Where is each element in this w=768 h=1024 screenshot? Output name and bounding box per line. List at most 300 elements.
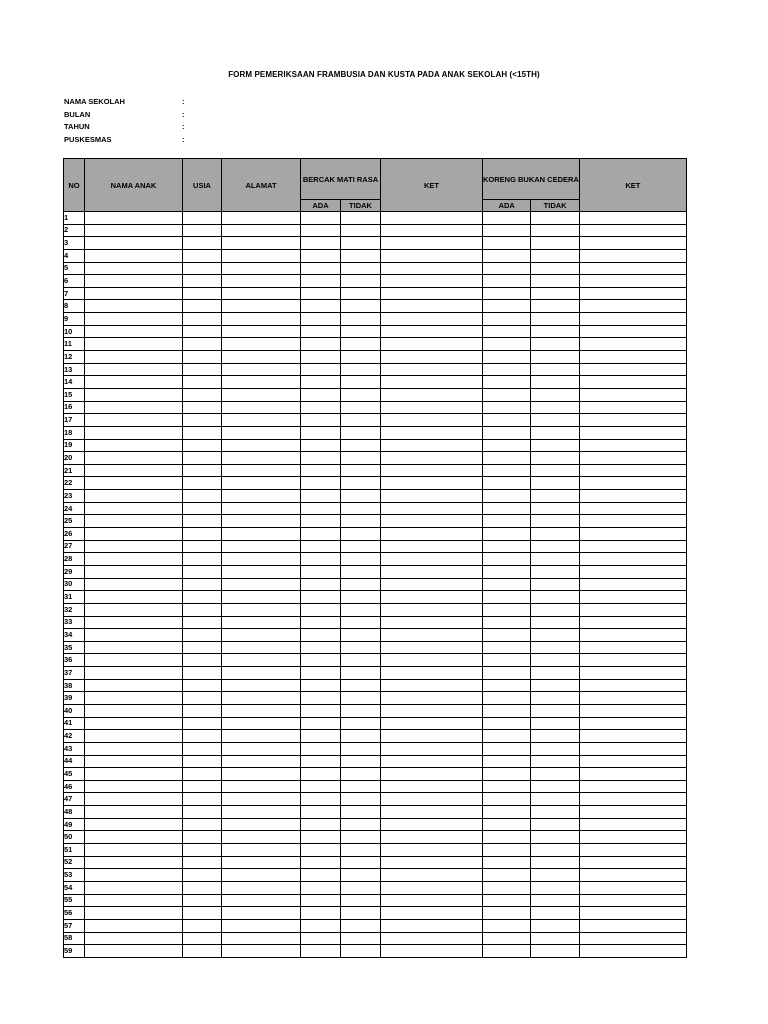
koreng-ada-cell[interactable] [483,502,531,515]
bercak-tidak-cell[interactable] [341,578,381,591]
bercak-tidak-cell[interactable] [341,806,381,819]
nama-anak-cell[interactable] [85,477,183,490]
koreng-ada-cell[interactable] [483,881,531,894]
ket-cell[interactable] [381,578,483,591]
koreng-tidak-cell[interactable] [531,894,579,907]
alamat-cell[interactable] [222,717,301,730]
ket-cell[interactable] [381,591,483,604]
nama-anak-cell[interactable] [85,616,183,629]
bercak-tidak-cell[interactable] [341,818,381,831]
nama-anak-cell[interactable] [85,641,183,654]
nama-anak-cell[interactable] [85,287,183,300]
koreng-ada-cell[interactable] [483,856,531,869]
bercak-tidak-cell[interactable] [341,325,381,338]
ket-cell[interactable] [381,502,483,515]
nama-anak-cell[interactable] [85,591,183,604]
koreng-ada-cell[interactable] [483,363,531,376]
bercak-tidak-cell[interactable] [341,616,381,629]
nama-anak-cell[interactable] [85,426,183,439]
ket-2-cell[interactable] [579,477,686,490]
bercak-tidak-cell[interactable] [341,919,381,932]
koreng-tidak-cell[interactable] [531,945,579,958]
koreng-ada-cell[interactable] [483,212,531,225]
nama-anak-cell[interactable] [85,932,183,945]
bercak-ada-cell[interactable] [301,894,341,907]
alamat-cell[interactable] [222,388,301,401]
koreng-ada-cell[interactable] [483,325,531,338]
ket-cell[interactable] [381,401,483,414]
usia-cell[interactable] [183,249,222,262]
koreng-tidak-cell[interactable] [531,667,579,680]
bercak-tidak-cell[interactable] [341,881,381,894]
koreng-tidak-cell[interactable] [531,351,579,364]
usia-cell[interactable] [183,275,222,288]
bercak-ada-cell[interactable] [301,490,341,503]
bercak-tidak-cell[interactable] [341,439,381,452]
alamat-cell[interactable] [222,414,301,427]
nama-anak-cell[interactable] [85,540,183,553]
usia-cell[interactable] [183,363,222,376]
ket-cell[interactable] [381,477,483,490]
usia-cell[interactable] [183,654,222,667]
usia-cell[interactable] [183,881,222,894]
koreng-ada-cell[interactable] [483,224,531,237]
alamat-cell[interactable] [222,768,301,781]
alamat-cell[interactable] [222,490,301,503]
ket-2-cell[interactable] [579,742,686,755]
usia-cell[interactable] [183,452,222,465]
koreng-tidak-cell[interactable] [531,502,579,515]
koreng-tidak-cell[interactable] [531,540,579,553]
usia-cell[interactable] [183,578,222,591]
ket-2-cell[interactable] [579,388,686,401]
bercak-ada-cell[interactable] [301,212,341,225]
bercak-tidak-cell[interactable] [341,338,381,351]
bercak-tidak-cell[interactable] [341,780,381,793]
usia-cell[interactable] [183,768,222,781]
koreng-tidak-cell[interactable] [531,363,579,376]
alamat-cell[interactable] [222,780,301,793]
koreng-ada-cell[interactable] [483,414,531,427]
koreng-tidak-cell[interactable] [531,249,579,262]
usia-cell[interactable] [183,502,222,515]
bercak-tidak-cell[interactable] [341,755,381,768]
bercak-ada-cell[interactable] [301,502,341,515]
koreng-ada-cell[interactable] [483,780,531,793]
bercak-ada-cell[interactable] [301,667,341,680]
ket-cell[interactable] [381,869,483,882]
ket-2-cell[interactable] [579,426,686,439]
alamat-cell[interactable] [222,844,301,857]
alamat-cell[interactable] [222,300,301,313]
alamat-cell[interactable] [222,629,301,642]
bercak-ada-cell[interactable] [301,692,341,705]
usia-cell[interactable] [183,540,222,553]
bercak-ada-cell[interactable] [301,275,341,288]
alamat-cell[interactable] [222,869,301,882]
ket-cell[interactable] [381,603,483,616]
usia-cell[interactable] [183,388,222,401]
alamat-cell[interactable] [222,755,301,768]
usia-cell[interactable] [183,616,222,629]
koreng-ada-cell[interactable] [483,831,531,844]
ket-2-cell[interactable] [579,490,686,503]
alamat-cell[interactable] [222,704,301,717]
alamat-cell[interactable] [222,881,301,894]
koreng-tidak-cell[interactable] [531,528,579,541]
nama-anak-cell[interactable] [85,869,183,882]
ket-2-cell[interactable] [579,603,686,616]
bercak-tidak-cell[interactable] [341,667,381,680]
alamat-cell[interactable] [222,553,301,566]
alamat-cell[interactable] [222,730,301,743]
nama-anak-cell[interactable] [85,780,183,793]
alamat-cell[interactable] [222,275,301,288]
bercak-ada-cell[interactable] [301,477,341,490]
ket-2-cell[interactable] [579,919,686,932]
ket-2-cell[interactable] [579,224,686,237]
alamat-cell[interactable] [222,224,301,237]
bercak-ada-cell[interactable] [301,565,341,578]
ket-cell[interactable] [381,249,483,262]
koreng-tidak-cell[interactable] [531,553,579,566]
bercak-tidak-cell[interactable] [341,730,381,743]
usia-cell[interactable] [183,401,222,414]
ket-2-cell[interactable] [579,452,686,465]
usia-cell[interactable] [183,325,222,338]
ket-2-cell[interactable] [579,338,686,351]
koreng-ada-cell[interactable] [483,338,531,351]
bercak-tidak-cell[interactable] [341,603,381,616]
usia-cell[interactable] [183,793,222,806]
bercak-ada-cell[interactable] [301,313,341,326]
usia-cell[interactable] [183,565,222,578]
usia-cell[interactable] [183,780,222,793]
bercak-tidak-cell[interactable] [341,376,381,389]
nama-anak-cell[interactable] [85,401,183,414]
koreng-tidak-cell[interactable] [531,414,579,427]
ket-2-cell[interactable] [579,464,686,477]
nama-anak-cell[interactable] [85,881,183,894]
bercak-tidak-cell[interactable] [341,907,381,920]
bercak-ada-cell[interactable] [301,224,341,237]
ket-cell[interactable] [381,262,483,275]
ket-cell[interactable] [381,237,483,250]
nama-anak-cell[interactable] [85,717,183,730]
ket-2-cell[interactable] [579,806,686,819]
bercak-tidak-cell[interactable] [341,629,381,642]
usia-cell[interactable] [183,376,222,389]
koreng-tidak-cell[interactable] [531,477,579,490]
alamat-cell[interactable] [222,351,301,364]
usia-cell[interactable] [183,755,222,768]
nama-anak-cell[interactable] [85,439,183,452]
ket-cell[interactable] [381,768,483,781]
ket-2-cell[interactable] [579,237,686,250]
ket-cell[interactable] [381,325,483,338]
bercak-tidak-cell[interactable] [341,844,381,857]
bercak-ada-cell[interactable] [301,376,341,389]
ket-cell[interactable] [381,742,483,755]
ket-2-cell[interactable] [579,616,686,629]
alamat-cell[interactable] [222,616,301,629]
ket-2-cell[interactable] [579,325,686,338]
koreng-ada-cell[interactable] [483,439,531,452]
koreng-ada-cell[interactable] [483,287,531,300]
koreng-ada-cell[interactable] [483,401,531,414]
usia-cell[interactable] [183,338,222,351]
bercak-ada-cell[interactable] [301,603,341,616]
koreng-tidak-cell[interactable] [531,780,579,793]
ket-2-cell[interactable] [579,313,686,326]
usia-cell[interactable] [183,629,222,642]
alamat-cell[interactable] [222,692,301,705]
koreng-ada-cell[interactable] [483,578,531,591]
bercak-ada-cell[interactable] [301,553,341,566]
alamat-cell[interactable] [222,464,301,477]
koreng-tidak-cell[interactable] [531,490,579,503]
alamat-cell[interactable] [222,502,301,515]
koreng-tidak-cell[interactable] [531,325,579,338]
ket-2-cell[interactable] [579,717,686,730]
koreng-tidak-cell[interactable] [531,679,579,692]
koreng-ada-cell[interactable] [483,907,531,920]
bercak-ada-cell[interactable] [301,325,341,338]
nama-anak-cell[interactable] [85,249,183,262]
alamat-cell[interactable] [222,325,301,338]
alamat-cell[interactable] [222,679,301,692]
ket-cell[interactable] [381,313,483,326]
bercak-tidak-cell[interactable] [341,388,381,401]
bercak-ada-cell[interactable] [301,401,341,414]
ket-cell[interactable] [381,338,483,351]
koreng-ada-cell[interactable] [483,388,531,401]
usia-cell[interactable] [183,806,222,819]
nama-anak-cell[interactable] [85,818,183,831]
koreng-ada-cell[interactable] [483,945,531,958]
bercak-ada-cell[interactable] [301,742,341,755]
koreng-ada-cell[interactable] [483,730,531,743]
bercak-tidak-cell[interactable] [341,351,381,364]
koreng-tidak-cell[interactable] [531,591,579,604]
koreng-tidak-cell[interactable] [531,742,579,755]
koreng-ada-cell[interactable] [483,667,531,680]
alamat-cell[interactable] [222,515,301,528]
koreng-ada-cell[interactable] [483,654,531,667]
koreng-ada-cell[interactable] [483,844,531,857]
alamat-cell[interactable] [222,565,301,578]
koreng-tidak-cell[interactable] [531,704,579,717]
nama-anak-cell[interactable] [85,313,183,326]
nama-anak-cell[interactable] [85,553,183,566]
alamat-cell[interactable] [222,578,301,591]
bercak-tidak-cell[interactable] [341,313,381,326]
koreng-tidak-cell[interactable] [531,224,579,237]
bercak-ada-cell[interactable] [301,818,341,831]
usia-cell[interactable] [183,641,222,654]
koreng-tidak-cell[interactable] [531,515,579,528]
ket-2-cell[interactable] [579,300,686,313]
usia-cell[interactable] [183,237,222,250]
bercak-ada-cell[interactable] [301,287,341,300]
bercak-tidak-cell[interactable] [341,249,381,262]
ket-cell[interactable] [381,515,483,528]
nama-anak-cell[interactable] [85,667,183,680]
koreng-tidak-cell[interactable] [531,237,579,250]
bercak-tidak-cell[interactable] [341,212,381,225]
ket-cell[interactable] [381,692,483,705]
ket-cell[interactable] [381,490,483,503]
ket-cell[interactable] [381,704,483,717]
usia-cell[interactable] [183,300,222,313]
ket-2-cell[interactable] [579,629,686,642]
nama-anak-cell[interactable] [85,388,183,401]
alamat-cell[interactable] [222,313,301,326]
nama-anak-cell[interactable] [85,578,183,591]
ket-cell[interactable] [381,907,483,920]
usia-cell[interactable] [183,894,222,907]
ket-2-cell[interactable] [579,528,686,541]
nama-anak-cell[interactable] [85,742,183,755]
bercak-ada-cell[interactable] [301,768,341,781]
ket-cell[interactable] [381,528,483,541]
ket-2-cell[interactable] [579,667,686,680]
usia-cell[interactable] [183,945,222,958]
usia-cell[interactable] [183,692,222,705]
ket-2-cell[interactable] [579,730,686,743]
ket-cell[interactable] [381,224,483,237]
alamat-cell[interactable] [222,641,301,654]
koreng-tidak-cell[interactable] [531,881,579,894]
nama-anak-cell[interactable] [85,907,183,920]
bercak-tidak-cell[interactable] [341,692,381,705]
alamat-cell[interactable] [222,477,301,490]
ket-cell[interactable] [381,388,483,401]
bercak-ada-cell[interactable] [301,426,341,439]
ket-2-cell[interactable] [579,679,686,692]
nama-anak-cell[interactable] [85,212,183,225]
ket-2-cell[interactable] [579,869,686,882]
ket-cell[interactable] [381,452,483,465]
ket-cell[interactable] [381,414,483,427]
alamat-cell[interactable] [222,667,301,680]
ket-cell[interactable] [381,629,483,642]
bercak-ada-cell[interactable] [301,528,341,541]
ket-2-cell[interactable] [579,591,686,604]
bercak-tidak-cell[interactable] [341,262,381,275]
ket-cell[interactable] [381,919,483,932]
koreng-ada-cell[interactable] [483,793,531,806]
usia-cell[interactable] [183,704,222,717]
alamat-cell[interactable] [222,932,301,945]
koreng-tidak-cell[interactable] [531,426,579,439]
nama-anak-cell[interactable] [85,945,183,958]
bercak-tidak-cell[interactable] [341,237,381,250]
bercak-ada-cell[interactable] [301,932,341,945]
nama-anak-cell[interactable] [85,464,183,477]
koreng-tidak-cell[interactable] [531,452,579,465]
ket-cell[interactable] [381,439,483,452]
alamat-cell[interactable] [222,540,301,553]
bercak-tidak-cell[interactable] [341,768,381,781]
bercak-ada-cell[interactable] [301,515,341,528]
usia-cell[interactable] [183,477,222,490]
koreng-tidak-cell[interactable] [531,287,579,300]
bercak-tidak-cell[interactable] [341,793,381,806]
alamat-cell[interactable] [222,401,301,414]
usia-cell[interactable] [183,907,222,920]
bercak-ada-cell[interactable] [301,907,341,920]
koreng-tidak-cell[interactable] [531,844,579,857]
usia-cell[interactable] [183,490,222,503]
bercak-tidak-cell[interactable] [341,502,381,515]
koreng-ada-cell[interactable] [483,717,531,730]
koreng-tidak-cell[interactable] [531,578,579,591]
usia-cell[interactable] [183,426,222,439]
ket-cell[interactable] [381,300,483,313]
bercak-ada-cell[interactable] [301,945,341,958]
nama-anak-cell[interactable] [85,730,183,743]
ket-cell[interactable] [381,793,483,806]
bercak-ada-cell[interactable] [301,300,341,313]
bercak-tidak-cell[interactable] [341,490,381,503]
ket-cell[interactable] [381,287,483,300]
nama-anak-cell[interactable] [85,768,183,781]
bercak-ada-cell[interactable] [301,629,341,642]
nama-anak-cell[interactable] [85,629,183,642]
alamat-cell[interactable] [222,426,301,439]
koreng-tidak-cell[interactable] [531,856,579,869]
nama-anak-cell[interactable] [85,844,183,857]
ket-cell[interactable] [381,932,483,945]
ket-2-cell[interactable] [579,654,686,667]
bercak-tidak-cell[interactable] [341,452,381,465]
koreng-tidak-cell[interactable] [531,932,579,945]
alamat-cell[interactable] [222,831,301,844]
koreng-ada-cell[interactable] [483,452,531,465]
bercak-tidak-cell[interactable] [341,464,381,477]
usia-cell[interactable] [183,515,222,528]
bercak-tidak-cell[interactable] [341,300,381,313]
bercak-tidak-cell[interactable] [341,287,381,300]
usia-cell[interactable] [183,856,222,869]
koreng-tidak-cell[interactable] [531,338,579,351]
bercak-ada-cell[interactable] [301,249,341,262]
ket-2-cell[interactable] [579,578,686,591]
usia-cell[interactable] [183,742,222,755]
bercak-tidak-cell[interactable] [341,553,381,566]
ket-2-cell[interactable] [579,894,686,907]
ket-cell[interactable] [381,667,483,680]
bercak-tidak-cell[interactable] [341,224,381,237]
nama-anak-cell[interactable] [85,894,183,907]
koreng-tidak-cell[interactable] [531,818,579,831]
usia-cell[interactable] [183,224,222,237]
koreng-tidak-cell[interactable] [531,755,579,768]
usia-cell[interactable] [183,679,222,692]
alamat-cell[interactable] [222,793,301,806]
bercak-ada-cell[interactable] [301,578,341,591]
koreng-ada-cell[interactable] [483,629,531,642]
bercak-tidak-cell[interactable] [341,654,381,667]
nama-anak-cell[interactable] [85,919,183,932]
ket-2-cell[interactable] [579,262,686,275]
bercak-ada-cell[interactable] [301,856,341,869]
bercak-ada-cell[interactable] [301,540,341,553]
ket-2-cell[interactable] [579,502,686,515]
nama-anak-cell[interactable] [85,528,183,541]
usia-cell[interactable] [183,818,222,831]
